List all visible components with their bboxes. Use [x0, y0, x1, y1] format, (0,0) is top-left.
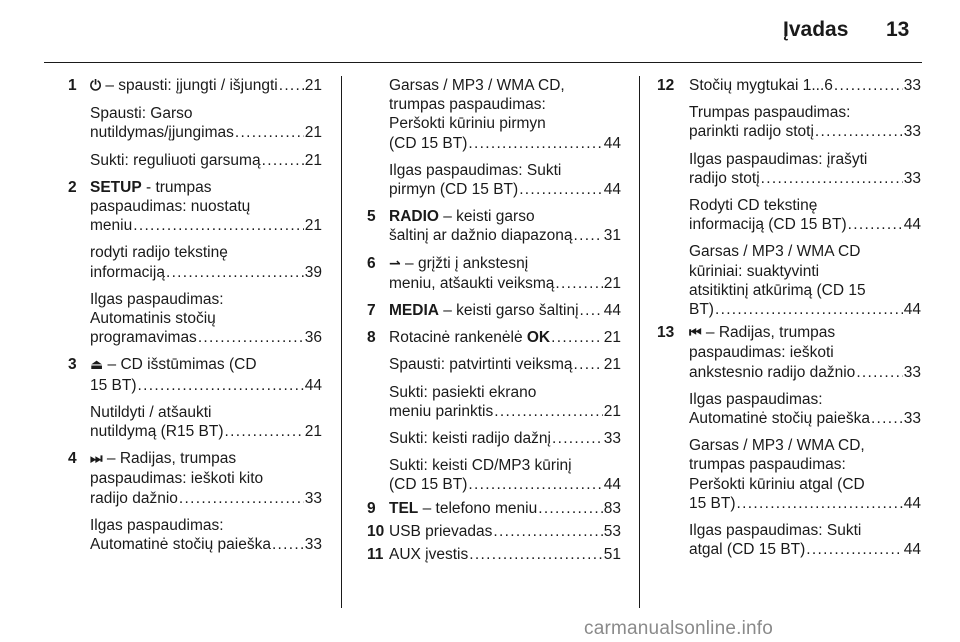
index-subentry: Sukti: keisti CD/MP3 kūrinį (CD 15 BT) . . . 44	[389, 456, 621, 494]
page-ref[interactable]: 44	[903, 301, 921, 319]
page-ref[interactable]: 21	[603, 274, 621, 292]
index-entry-12: 12 Stočių mygtukai 1...6 . . . 33	[689, 76, 921, 95]
page-ref[interactable]: 44	[304, 376, 322, 394]
index-entry-6: 6 ⇀ – grįžti į ankstesnį meniu, atšaukti veiksmą . . . 21	[389, 254, 621, 293]
index-subentry: Garsas / MP3 / WMA CD, trumpas paspaudimas: Peršokti kūriniu atgal (CD 15 BT) . . . 44	[689, 436, 921, 513]
index-entry-13: 13 ⏮ – Radijas, trumpas paspaudimas: ieškoti ankstesnio radijo dažnio . . . 33	[689, 323, 921, 382]
page-ref[interactable]: 44	[603, 181, 621, 199]
index-subentry: Trumpas paspaudimas: parinkti radijo stotį . . . 33	[689, 103, 921, 141]
index-entry-11: 11 AUX įvestis . . . 51	[389, 545, 621, 564]
key-label: RADIO	[389, 208, 439, 226]
index-subentry: Nutildyti / atšaukti nutildymą (R15 BT) . . . 21	[90, 403, 322, 441]
item-number: 4	[68, 450, 77, 468]
index-subentry: Garsas / MP3 / WMA CD kūriniai: suaktyvinti atsitiktinį atkūrimą (CD 15 BT) . . . 44	[689, 242, 921, 319]
next-track-icon: ⏭	[90, 451, 103, 468]
page-ref[interactable]: 33	[304, 489, 322, 507]
index-entry-10: 10 USB prievadas . . . 53	[389, 522, 621, 541]
page-ref[interactable]: 44	[903, 541, 921, 559]
key-label: MEDIA	[389, 302, 439, 320]
index-subentry: Ilgas paspaudimas: Automatinė stočių paieška . . . 33	[90, 516, 322, 554]
column-divider	[639, 76, 640, 608]
index-subentry: Ilgas paspaudimas: Sukti atgal (CD 15 BT) . . . 44	[689, 521, 921, 559]
header-divider	[44, 62, 922, 63]
item-number: 12	[657, 77, 675, 94]
page-ref[interactable]: 44	[903, 494, 921, 512]
key-label: TEL	[389, 499, 419, 517]
page-ref[interactable]: 33	[304, 536, 322, 554]
back-icon: ⇀	[389, 255, 401, 272]
index-column-2	[367, 76, 621, 564]
item-number: 3	[68, 356, 77, 374]
page-ref[interactable]: 44	[603, 302, 621, 320]
index-subentry: rodyti radijo tekstinę informaciją . . . 39	[90, 243, 322, 281]
page-ref[interactable]: 21	[304, 423, 322, 441]
page-ref[interactable]: 21	[304, 77, 322, 94]
page-ref[interactable]: 21	[603, 402, 621, 420]
page-ref[interactable]: 51	[603, 546, 621, 564]
index-entry-5: 5 RADIO – keisti garso šaltinį ar dažnio diapazoną . . . 31	[389, 207, 621, 245]
index-entry-1: 1 ⏻ – spausti: įjungti / išjungti . . . 21	[90, 76, 322, 96]
page-ref[interactable]: 53	[603, 522, 621, 540]
index-subentry: Spausti: Garso nutildymas/įjungimas . . . 21	[90, 104, 322, 142]
page-ref[interactable]: 36	[304, 329, 322, 347]
index-entry-2: 2 SETUP - trumpas paspaudimas: nuostatų meniu . . . 21	[90, 178, 322, 236]
page-ref[interactable]: 33	[903, 77, 921, 94]
index-subentry: Ilgas paspaudimas: Sukti pirmyn (CD 15 BT) . . . 44	[389, 161, 621, 199]
index-subentry: Spausti: patvirtinti veiksmą . . . 21	[389, 355, 621, 374]
page-ref[interactable]: 21	[603, 329, 621, 347]
index-subentry: Ilgas paspaudimas: įrašyti radijo stotį . . . 33	[689, 150, 921, 188]
page-ref[interactable]: 44	[903, 216, 921, 234]
page-ref[interactable]: 31	[603, 227, 621, 245]
page-ref[interactable]: 44	[603, 476, 621, 494]
eject-icon: ⏏	[90, 357, 104, 374]
index-subentry: Sukti: pasiekti ekrano meniu parinktis . . . 21	[389, 383, 621, 421]
index-entry-7: 7 MEDIA – keisti garso šaltinį . . . 44	[389, 301, 621, 320]
index-column-3	[657, 76, 921, 559]
index-entry-3: 3 ⏏ – CD išstūmimas (CD 15 BT) . . . 44	[90, 355, 322, 394]
index-entry-9: 9 TEL – telefono meniu . . . 83	[389, 499, 621, 518]
item-number: 7	[367, 302, 376, 320]
power-icon: ⏻	[90, 78, 102, 94]
item-number: 6	[367, 254, 376, 272]
index-entry-8: 8 Rotacinė rankenėlė OK . . . 21	[389, 328, 621, 347]
index-subentry: Sukti: keisti radijo dažnį . . . 33	[389, 429, 621, 448]
item-number: 9	[367, 499, 376, 517]
page-ref[interactable]: 39	[304, 263, 322, 281]
item-number: 5	[367, 208, 376, 226]
page-ref[interactable]: 33	[903, 363, 921, 381]
page-ref[interactable]: 83	[603, 499, 621, 517]
item-number: 2	[68, 178, 77, 196]
index-subentry: Sukti: reguliuoti garsumą . . . 21	[90, 151, 322, 170]
index-subentry: Ilgas paspaudimas: Automatinė stočių paieška . . . 33	[689, 390, 921, 428]
page-ref[interactable]: 33	[903, 410, 921, 428]
key-label: OK	[526, 329, 551, 347]
item-number: 8	[367, 329, 376, 347]
page-ref[interactable]: 44	[603, 134, 621, 152]
item-number: 1	[68, 77, 77, 94]
prev-track-icon: ⏮	[689, 325, 702, 342]
item-number: 10	[367, 522, 385, 540]
index-subentry: Garsas / MP3 / WMA CD, trumpas paspaudimas: Peršokti kūriniu pirmyn (CD 15 BT) . . . 44	[389, 76, 621, 153]
page-ref[interactable]: 33	[903, 169, 921, 187]
item-number: 11	[367, 546, 384, 564]
column-divider	[341, 76, 342, 608]
key-label: SETUP	[90, 178, 142, 196]
item-number: 13	[657, 324, 675, 342]
page-ref[interactable]: 21	[304, 217, 322, 235]
page-number: 13	[886, 18, 910, 41]
watermark: carmanualsonline.info	[584, 618, 774, 639]
page-ref[interactable]: 33	[603, 430, 621, 448]
index-subentry: Ilgas paspaudimas: Automatinis stočių programavimas . . . 36	[90, 290, 322, 348]
page-ref[interactable]: 21	[603, 356, 621, 374]
index-entry-4: 4 ⏭ – Radijas, trumpas paspaudimas: ieškoti kito radijo dažnio . . . 33	[90, 449, 322, 508]
page-title: Įvadas	[783, 18, 849, 41]
page-ref[interactable]: 33	[903, 123, 921, 141]
index-column-1	[68, 76, 322, 554]
page-ref[interactable]: 21	[304, 151, 322, 169]
index-subentry: Rodyti CD tekstinę informaciją (CD 15 BT) . . . 44	[689, 196, 921, 234]
page-ref[interactable]: 21	[304, 124, 322, 142]
